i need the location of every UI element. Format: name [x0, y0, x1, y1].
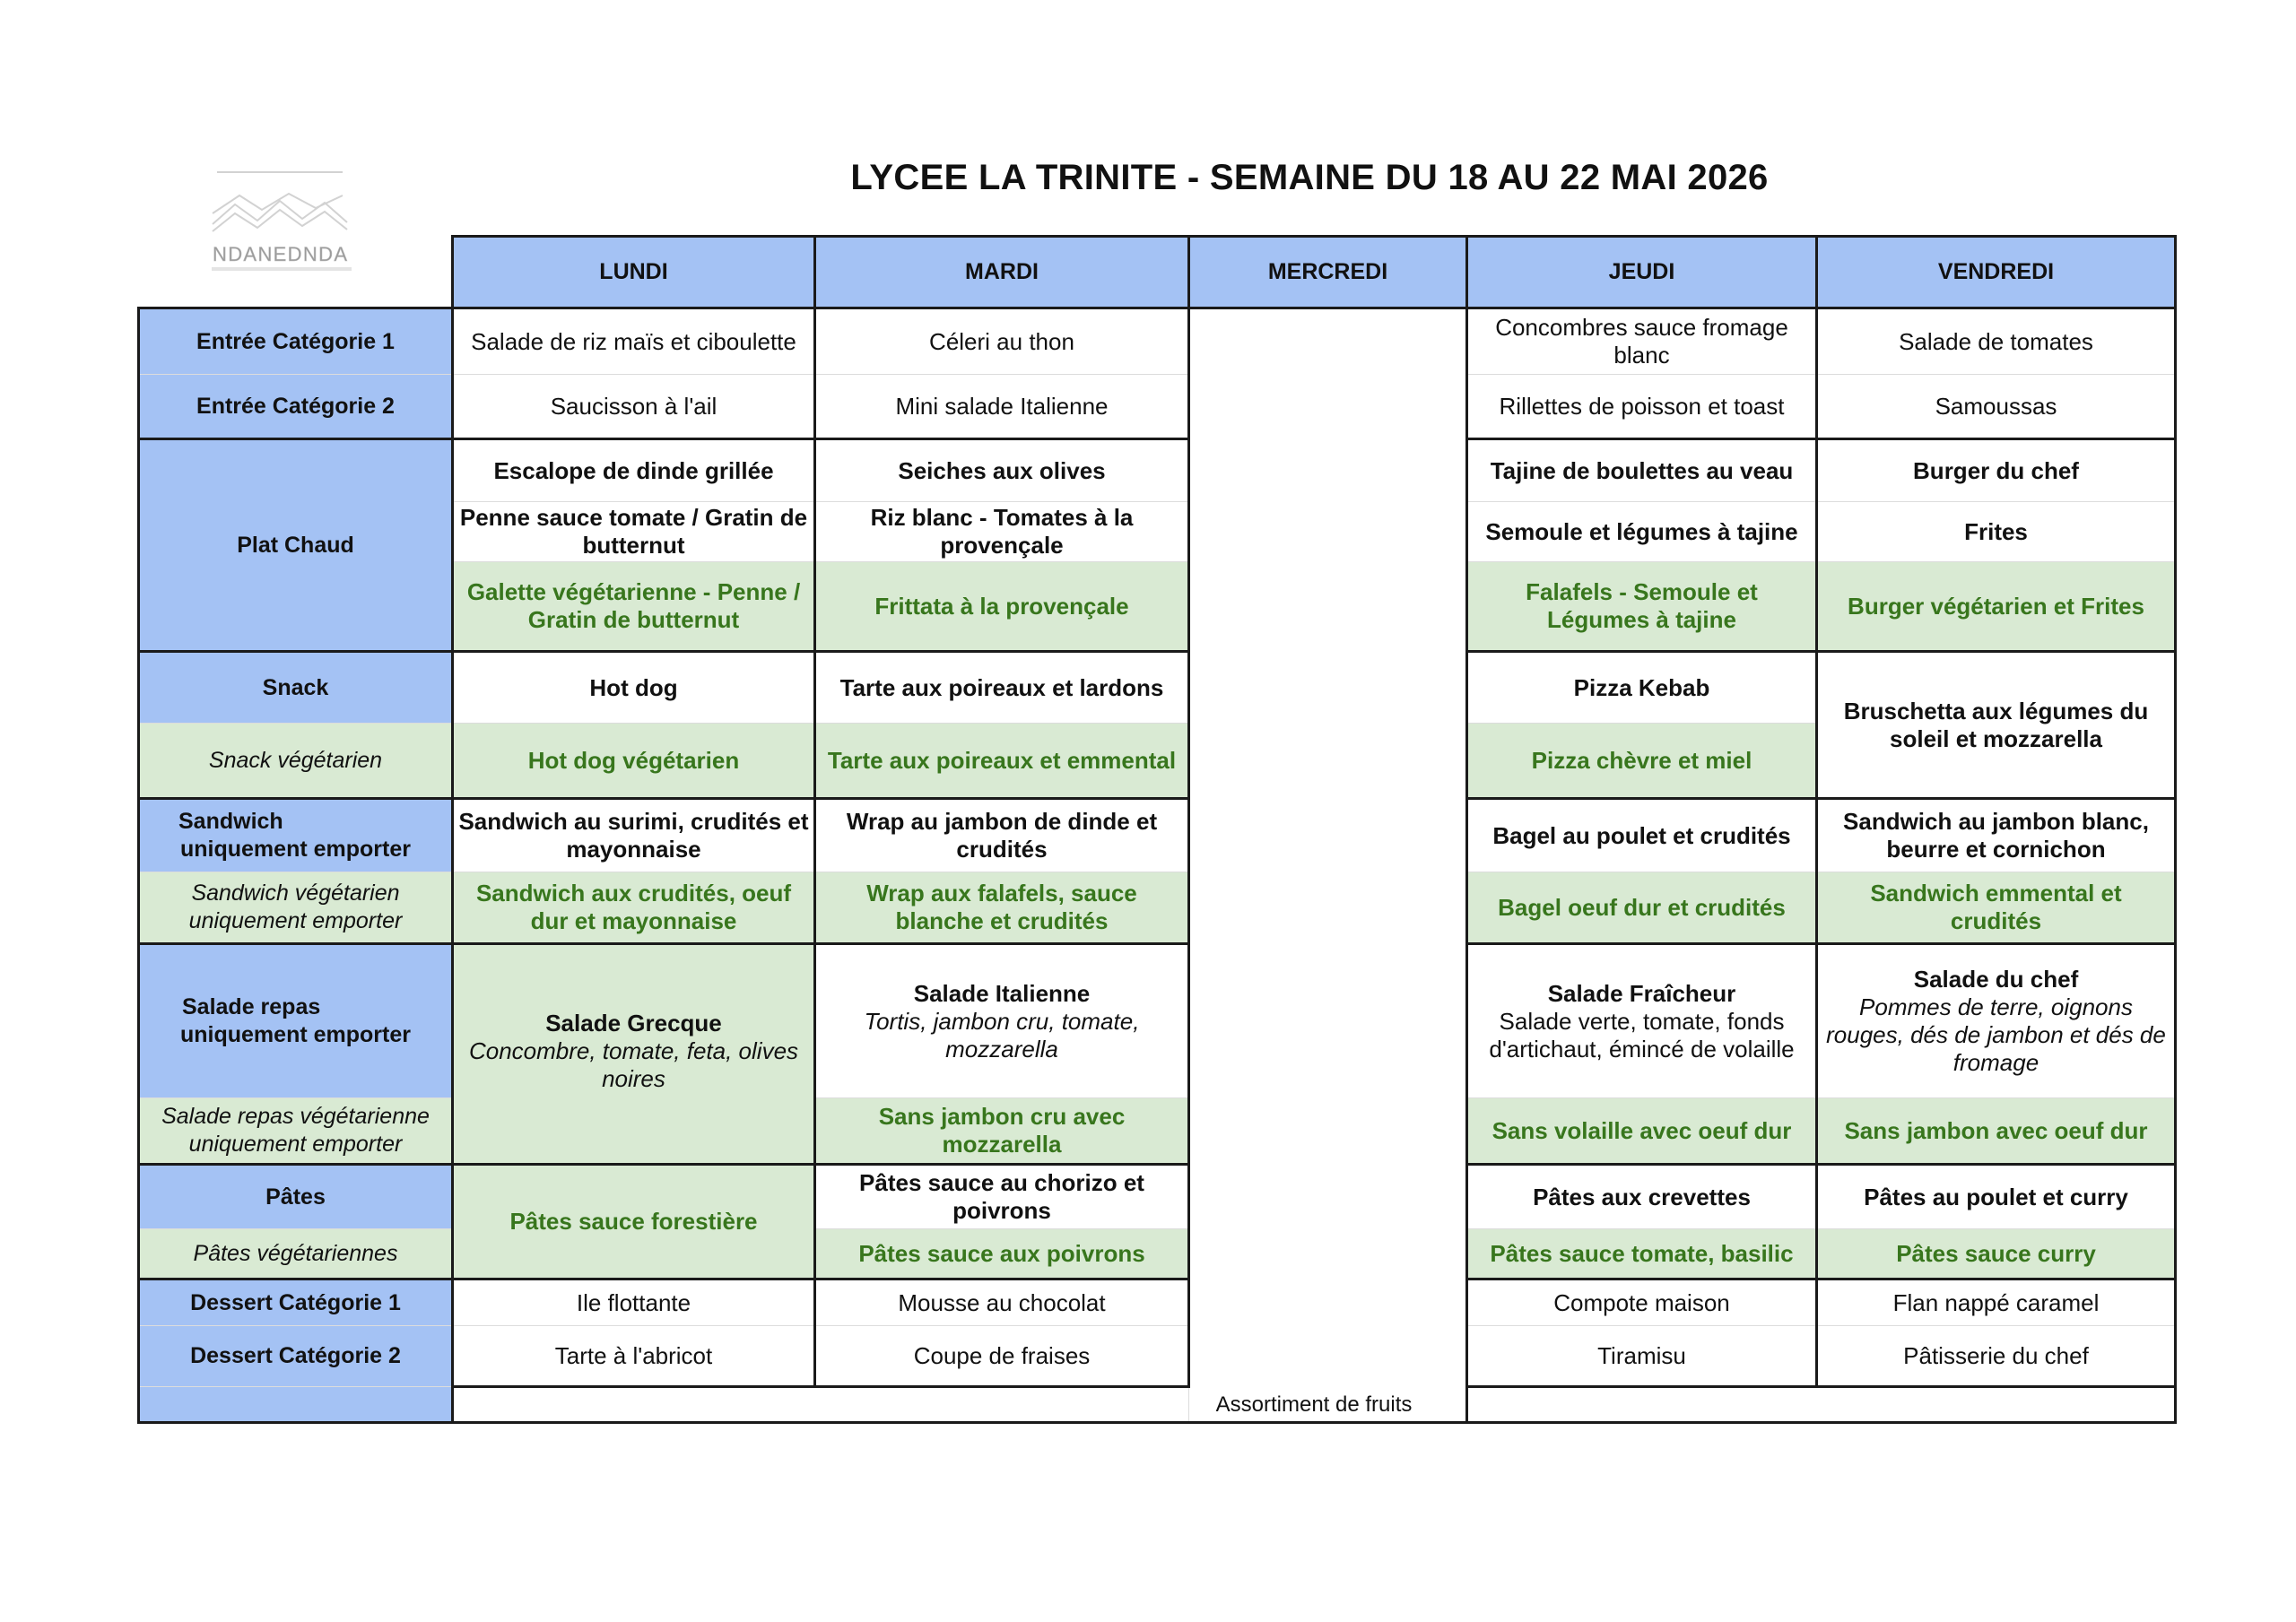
cell-snack-veg-lundi: Hot dog végétarien — [453, 724, 815, 799]
salade-mardi-title: Salade Italienne — [913, 979, 1091, 1007]
cell-pates-jeudi: Pâtes aux crevettes — [1467, 1165, 1817, 1229]
row-dessert-2 — [139, 1326, 2176, 1387]
cell-snack-veg-mardi: Tarte aux poireaux et emmental — [815, 724, 1189, 799]
cell-sandwich-veg-mardi: Wrap aux falafels, sauce blanche et crudités — [815, 872, 1189, 944]
cell-dessert1-vendredi: Flan nappé caramel — [1817, 1279, 2176, 1326]
cell-entree1-vendredi: Salade de tomates — [1817, 308, 2176, 375]
cell-dessert2-mardi: Coupe de fraises — [815, 1326, 1189, 1387]
cell-plat-veg-mardi: Frittata à la provençale — [815, 562, 1189, 652]
row-pates-veg — [139, 1229, 2176, 1279]
cell-plat-veg-jeudi: Falafels - Semoule et Légumes à tajine — [1467, 562, 1817, 652]
cell-snack-veg-jeudi: Pizza chèvre et miel — [1467, 724, 1817, 799]
cell-entree2-mardi: Mini salade Italienne — [815, 375, 1189, 439]
row-label-pates: Pâtes — [139, 1165, 453, 1229]
cell-dessert1-jeudi: Compote maison — [1467, 1279, 1817, 1326]
cell-sandwich-lundi: Sandwich au surimi, crudités et mayonnaise — [453, 799, 815, 872]
row-salade — [139, 944, 2176, 1098]
cell-pates-lundi: Pâtes sauce forestière — [453, 1165, 815, 1279]
cell-fruits: Assortiment de fruits — [453, 1387, 2176, 1423]
row-label-dessert-2: Dessert Catégorie 2 — [139, 1326, 453, 1387]
cell-pates-vendredi: Pâtes au poulet et curry — [1817, 1165, 2176, 1229]
cell-pates-mardi: Pâtes sauce au chorizo et poivrons — [815, 1165, 1189, 1229]
logo-text: NDANEDNDA — [213, 243, 347, 265]
day-header-mardi: MARDI — [815, 237, 1189, 308]
row-plat-main — [139, 439, 2176, 502]
day-header-mercredi: MERCREDI — [1189, 237, 1467, 308]
cell-snack-mardi: Tarte aux poireaux et lardons — [815, 652, 1189, 724]
salade-vendredi-title: Salade du chef — [1913, 966, 2079, 993]
salade-jeudi-title: Salade Fraîcheur — [1547, 979, 1736, 1007]
cell-entree2-vendredi: Samoussas — [1817, 375, 2176, 439]
cell-sandwich-mardi: Wrap au jambon de dinde et crudités — [815, 799, 1189, 872]
row-label-dessert-1: Dessert Catégorie 1 — [139, 1279, 453, 1326]
row-label-entree-1: Entrée Catégorie 1 — [139, 308, 453, 375]
row-label-pates-veg: Pâtes végétariennes — [139, 1229, 453, 1279]
day-header-lundi: LUNDI — [453, 237, 815, 308]
cell-entree1-jeudi: Concombres sauce fromage blanc — [1467, 308, 1817, 375]
row-label-sandwich-veg-line1: Sandwich végétarien — [191, 880, 400, 906]
salade-lundi-desc: Concombre, tomate, feta, olives noires — [468, 1037, 799, 1092]
salade-vendredi-desc: Pommes de terre, oignons rouges, dés de jambon et dés de fromage — [1826, 993, 2166, 1076]
row-label-sandwich-veg — [139, 872, 453, 944]
row-fruits — [139, 1387, 2176, 1423]
row-salade-veg — [139, 1098, 2176, 1165]
mercredi-empty-column — [1189, 308, 1467, 1423]
row-label-sandwich-line1: Sandwich — [178, 809, 283, 834]
row-entree-2 — [139, 375, 2176, 439]
salade-jeudi-desc: Salade verte, tomate, fonds d'artichaut, émincé de volaille — [1489, 1007, 1795, 1063]
row-label-salade — [139, 944, 453, 1098]
cell-sandwich-veg-lundi: Sandwich aux crudités, oeuf dur et mayonnaise — [453, 872, 815, 944]
cell-salade-jeudi — [1467, 944, 1817, 1098]
cell-plat-main-lundi: Escalope de dinde grillée — [453, 439, 815, 502]
cell-plat-side-lundi: Penne sauce tomate / Gratin de butternut — [453, 502, 815, 562]
row-dessert-1 — [139, 1279, 2176, 1326]
cell-salade-mardi — [815, 944, 1189, 1098]
cell-dessert2-jeudi: Tiramisu — [1467, 1326, 1817, 1387]
cell-entree2-lundi: Saucisson à l'ail — [453, 375, 815, 439]
cell-dessert2-lundi: Tarte à l'abricot — [453, 1326, 815, 1387]
cell-entree1-lundi: Salade de riz maïs et ciboulette — [453, 308, 815, 375]
day-header-vendredi: VENDREDI — [1817, 237, 2176, 308]
row-label-salade-line1: Salade repas — [182, 994, 321, 1019]
row-label-snack: Snack — [139, 652, 453, 724]
cell-plat-side-mardi: Riz blanc - Tomates à la provençale — [815, 502, 1189, 562]
cell-pates-veg-vendredi: Pâtes sauce curry — [1817, 1229, 2176, 1279]
cell-plat-main-jeudi: Tajine de boulettes au veau — [1467, 439, 1817, 502]
row-label-fruits — [139, 1387, 453, 1423]
salade-mardi-desc: Tortis, jambon cru, tomate, mozzarella — [864, 1007, 1140, 1063]
cell-plat-veg-vendredi: Burger végétarien et Frites — [1817, 562, 2176, 652]
cell-dessert1-lundi: Ile flottante — [453, 1279, 815, 1326]
cell-salade-vendredi — [1817, 944, 2176, 1098]
header-row — [139, 237, 2176, 308]
menu-table — [137, 235, 2177, 1424]
cell-salade-veg-vendredi: Sans jambon avec oeuf dur — [1817, 1098, 2176, 1165]
row-sandwich — [139, 799, 2176, 872]
cell-plat-veg-lundi: Galette végétarienne - Penne / Gratin de butternut — [453, 562, 815, 652]
row-label-sandwich-line2: uniquement emporter — [180, 837, 411, 862]
row-label-salade-line2: uniquement emporter — [180, 1022, 411, 1047]
page-title: LYCEE LA TRINITE - SEMAINE DU 18 AU 22 MAI 2026 — [850, 158, 1769, 197]
cell-plat-side-vendredi: Frites — [1817, 502, 2176, 562]
row-label-salade-veg-line1: Salade repas végétarienne — [161, 1104, 430, 1129]
cell-entree2-jeudi: Rillettes de poisson et toast — [1467, 375, 1817, 439]
cell-salade-lundi — [453, 944, 815, 1165]
cell-pates-veg-jeudi: Pâtes sauce tomate, basilic — [1467, 1229, 1817, 1279]
day-header-jeudi: JEUDI — [1467, 237, 1817, 308]
cell-snack-vendredi: Bruschetta aux légumes du soleil et mozzarella — [1817, 652, 2176, 799]
row-label-entree-2: Entrée Catégorie 2 — [139, 375, 453, 439]
row-label-salade-veg-line2: uniquement emporter — [188, 1132, 403, 1157]
cell-plat-main-mardi: Seiches aux olives — [815, 439, 1189, 502]
row-pates — [139, 1165, 2176, 1229]
row-label-sandwich — [139, 799, 453, 872]
cell-entree1-mardi: Céleri au thon — [815, 308, 1189, 375]
salade-lundi-title: Salade Grecque — [545, 1010, 722, 1037]
cell-pates-veg-mardi: Pâtes sauce aux poivrons — [815, 1229, 1189, 1279]
row-label-salade-veg — [139, 1098, 453, 1165]
cell-salade-veg-jeudi: Sans volaille avec oeuf dur — [1467, 1098, 1817, 1165]
row-label-sandwich-veg-line2: uniquement emporter — [188, 908, 403, 933]
row-label-snack-veg: Snack végétarien — [139, 724, 453, 799]
row-sandwich-veg — [139, 872, 2176, 944]
cell-salade-veg-mardi: Sans jambon cru avec mozzarella — [815, 1098, 1189, 1165]
cell-plat-side-jeudi: Semoule et légumes à tajine — [1467, 502, 1817, 562]
cell-sandwich-jeudi: Bagel au poulet et crudités — [1467, 799, 1817, 872]
row-entree-1 — [139, 308, 2176, 375]
cell-plat-main-vendredi: Burger du chef — [1817, 439, 2176, 502]
cell-sandwich-vendredi: Sandwich au jambon blanc, beurre et cornichon — [1817, 799, 2176, 872]
cell-sandwich-veg-vendredi: Sandwich emmental et crudités — [1817, 872, 2176, 944]
cell-dessert1-mardi: Mousse au chocolat — [815, 1279, 1189, 1326]
cell-sandwich-veg-jeudi: Bagel oeuf dur et crudités — [1467, 872, 1817, 944]
cell-dessert2-vendredi: Pâtisserie du chef — [1817, 1326, 2176, 1387]
cell-snack-lundi: Hot dog — [453, 652, 815, 724]
row-label-plat-chaud: Plat Chaud — [139, 439, 453, 652]
corner-cell — [139, 237, 453, 308]
cell-snack-jeudi: Pizza Kebab — [1467, 652, 1817, 724]
row-snack — [139, 652, 2176, 724]
